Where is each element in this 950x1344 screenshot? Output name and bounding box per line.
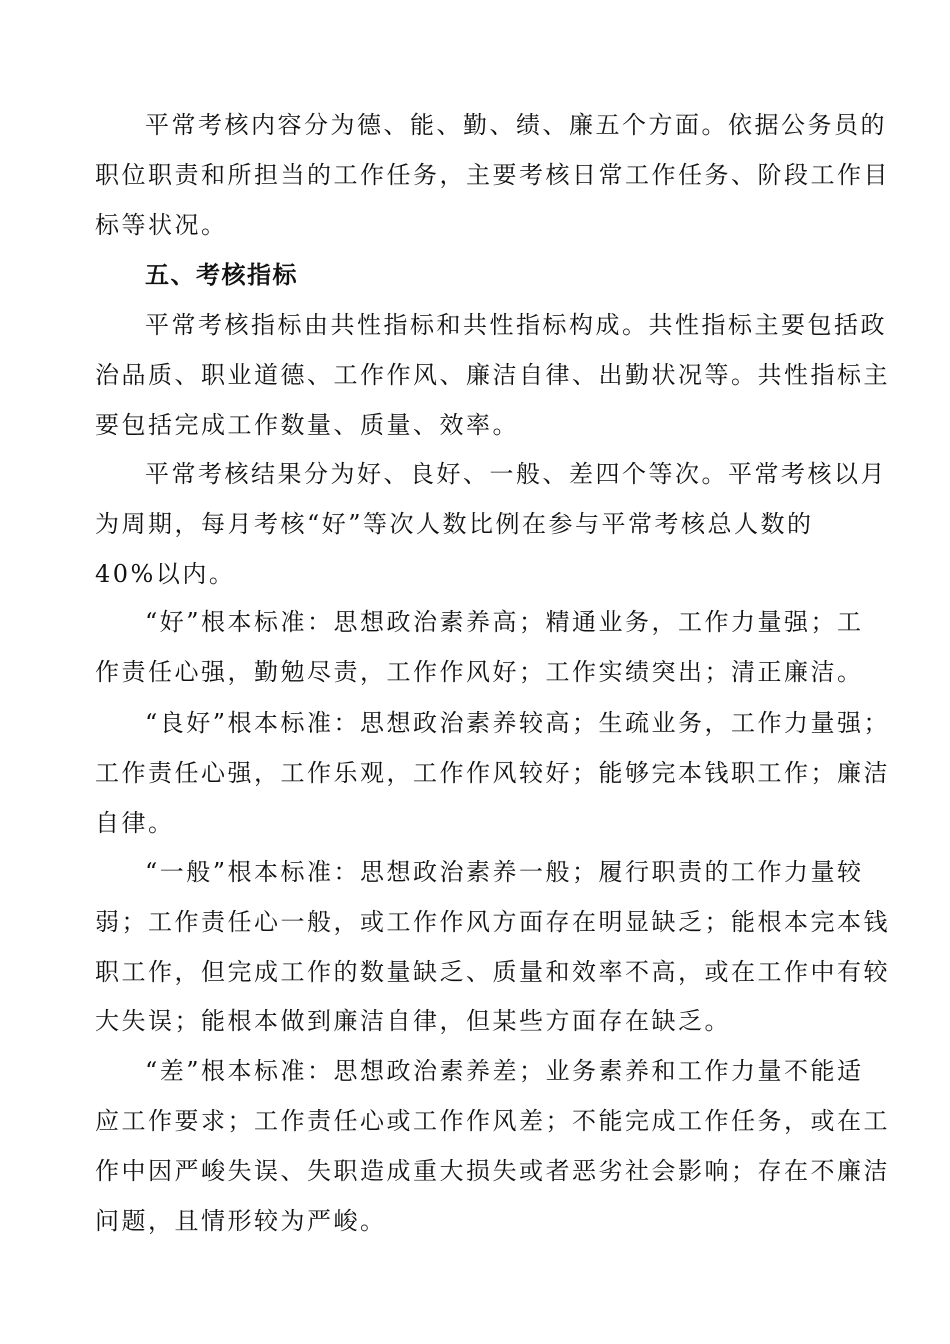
paragraph-line: 平常考核指标由共性指标和共性指标构成。共性指标主要包括政 xyxy=(145,311,887,339)
paragraph-line: 应工作要求；工作责任心或工作作风差；不能完成工作任务，或在工 xyxy=(95,1107,890,1135)
paragraph-line: “差”根本标准：思想政治素养差；业务素养和工作力量不能适 xyxy=(145,1057,864,1085)
paragraph-line: 职工作，但完成工作的数量缺乏、质量和效率不高，或在工作中有较 xyxy=(95,958,890,986)
paragraph-line: 弱；工作责任心一般，或工作作风方面存在明显缺乏；能根本完本钱 xyxy=(95,908,890,936)
paragraph-line: 工作责任心强，工作乐观，工作作风较好；能够完本钱职工作；廉洁 xyxy=(95,759,890,787)
section-heading: 五、考核指标 xyxy=(145,261,298,289)
paragraph-line: “良好”根本标准：思想政治素养较高；生疏业务，工作力量强； xyxy=(145,709,891,737)
paragraph-line: “好”根本标准：思想政治素养高；精通业务，工作力量强；工 xyxy=(145,608,864,636)
paragraph-line: “一般”根本标准：思想政治素养一般；履行职责的工作力量较 xyxy=(145,858,864,886)
paragraph-line: 职位职责和所担当的工作任务，主要考核日常工作任务、阶段工作目 xyxy=(95,161,890,189)
paragraph-line: 40%以内。 xyxy=(95,560,236,588)
paragraph-line: 平常考核内容分为德、能、勤、绩、廉五个方面。依据公务员的 xyxy=(145,111,887,139)
paragraph-line: 要包括完成工作数量、质量、效率。 xyxy=(95,411,519,439)
paragraph-line: 大失误；能根本做到廉洁自律，但某些方面存在缺乏。 xyxy=(95,1007,731,1035)
paragraph-line: 问题，且情形较为严峻。 xyxy=(95,1207,387,1235)
paragraph-line: 平常考核结果分为好、良好、一般、差四个等次。平常考核以月 xyxy=(145,460,887,488)
paragraph-line: 作责任心强，勤勉尽责，工作作风好；工作实绩突出；清正廉洁。 xyxy=(95,658,864,686)
paragraph-line: 为周期，每月考核“好”等次人数比例在参与平常考核总人数的 xyxy=(95,510,814,538)
paragraph-line: 标等状况。 xyxy=(95,211,228,239)
paragraph-line: 治品质、职业道德、工作作风、廉洁自律、出勤状况等。共性指标主 xyxy=(95,361,890,389)
paragraph-line: 作中因严峻失误、失职造成重大损失或者恶劣社会影响；存在不廉洁 xyxy=(95,1157,890,1185)
paragraph-line: 自律。 xyxy=(95,809,175,837)
